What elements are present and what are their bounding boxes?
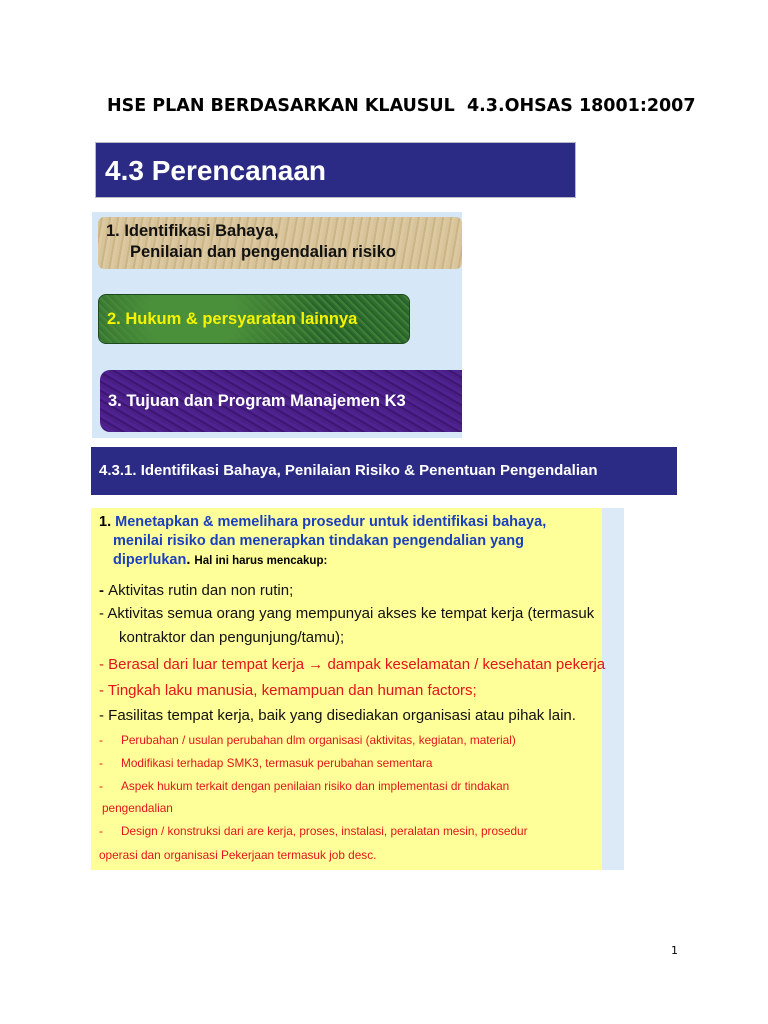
document-title: HSE PLAN BERDASARKAN KLAUSUL 4.3.OHSAS 18001:2007	[107, 96, 696, 116]
arrow-right-icon: →	[308, 656, 324, 673]
planning-item-objectives-program	[100, 370, 462, 432]
list-item: - Aktivitas semua orang yang mempunyai akses ke tempat kerja (termasuk	[99, 605, 595, 622]
list-item: - Fasilitas tempat kerja, baik yang disediakan organisasi atau pihak lain.	[99, 707, 576, 724]
list-item-continuation: kontraktor dan pengunjung/tamu);	[119, 629, 345, 646]
planning-item-legal-requirements	[98, 294, 410, 344]
list-item: - Tingkah laku manusia, kemampuan dan human factors;	[99, 682, 477, 699]
planning-item-hazard-identification	[98, 217, 462, 269]
lead-text-line2: menilai risiko dan menerapkan tindakan pengendalian yang	[113, 533, 524, 549]
list-item: - Perubahan / usulan perubahan dlm organisasi (aktivitas, kegiatan, material)	[99, 733, 516, 747]
list-item: - Aktivitas rutin dan non rutin;	[99, 582, 294, 599]
planning-item-label: 3. Tujuan dan Program Manajemen K3	[108, 392, 406, 410]
planning-items-panel	[92, 212, 462, 438]
page-number: 1	[671, 944, 678, 957]
lead-number: 1.	[99, 514, 112, 530]
requirements-box	[91, 508, 606, 870]
planning-item-label: 1. Identifikasi Bahaya,	[106, 222, 279, 240]
list-item: - Berasal dari luar tempat kerja → dampak keselamatan / kesehatan pekerja	[99, 656, 606, 673]
lead-paragraph: 1. Menetapkan & memelihara prosedur untuk identifikasi bahaya, menilai risiko dan menerapkan tindakan pengendalian yang diperlukan. Hal ini harus mencakup:	[99, 513, 602, 571]
lead-text-line3: diperlukan	[113, 552, 187, 568]
list-item: - Aspek hukum terkait dengan penilaian risiko dan implementasi dr tindakan	[99, 779, 510, 793]
requirements-panel	[91, 508, 624, 870]
planning-item-label: 2. Hukum & persyaratan lainnya	[107, 310, 358, 328]
list-item-continuation: pengendalian	[102, 801, 173, 815]
lead-note: Hal ini harus mencakup:	[194, 555, 328, 567]
section-heading: 4.3 Perencanaan	[95, 142, 576, 198]
list-item: - Design / konstruksi dari are kerja, proses, instalasi, peralatan mesin, prosedur	[99, 824, 528, 838]
list-item: - Modifikasi terhadap SMK3, termasuk perubahan sementara	[99, 756, 433, 770]
subsection-heading: 4.3.1. Identifikasi Bahaya, Penilaian Risiko & Penentuan Pengendalian	[91, 447, 677, 495]
list-item-continuation: operasi dan organisasi Pekerjaan termasuk job desc.	[99, 848, 377, 862]
planning-item-label-line2: Penilaian dan pengendalian risiko	[130, 243, 396, 261]
lead-text-line1: Menetapkan & memelihara prosedur untuk identifikasi bahaya,	[115, 514, 547, 530]
